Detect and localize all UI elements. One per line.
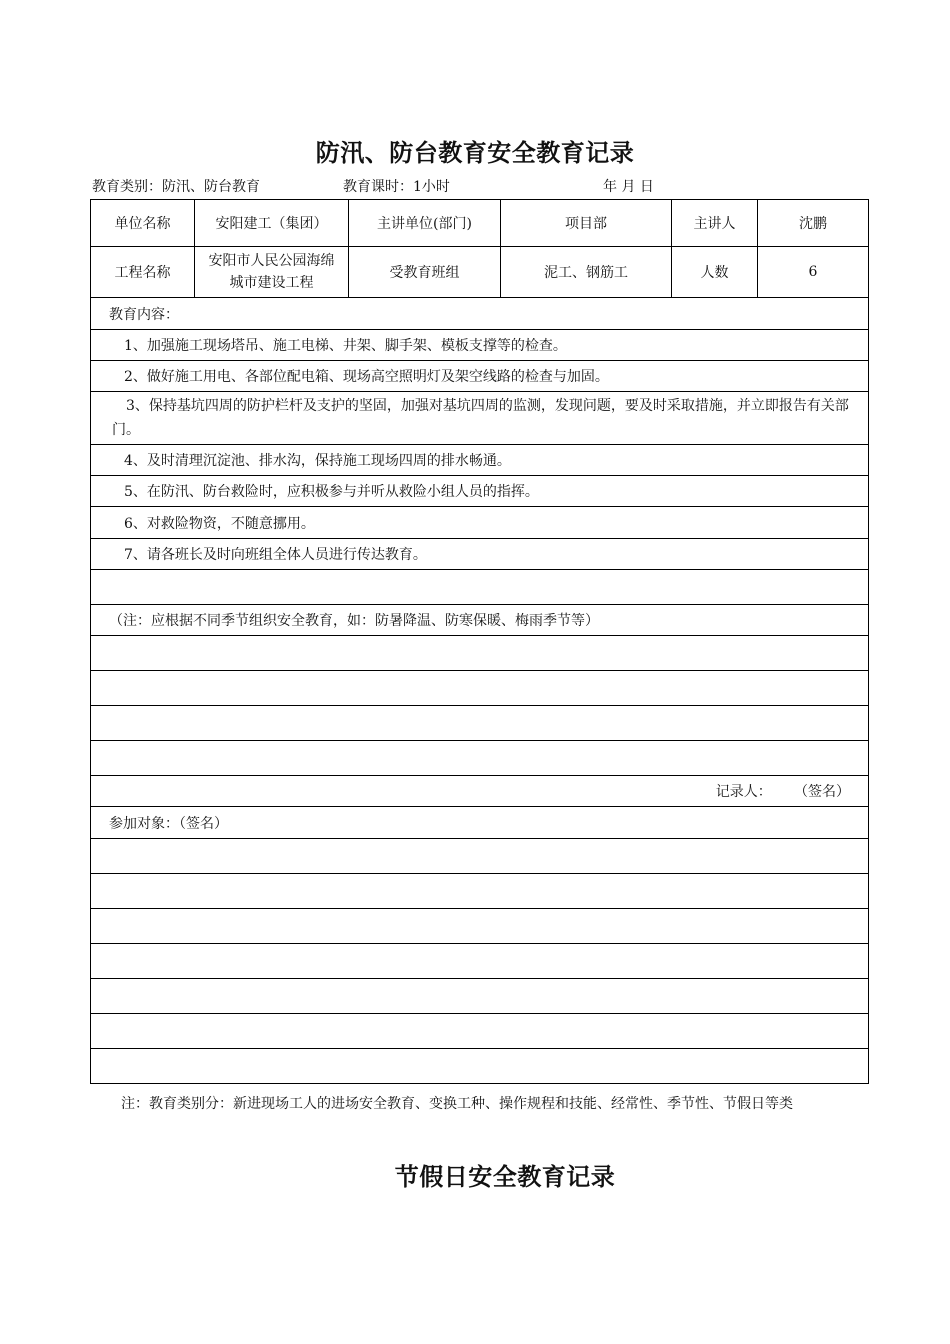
project-name-value xyxy=(195,247,349,298)
content-item-2: 2、做好施工用电、各部位配电箱、现场高空照明灯及架空线路的检查与加固。 xyxy=(91,361,869,392)
lecture-unit-value: 项目部 xyxy=(501,200,672,247)
blank-row xyxy=(91,1014,869,1049)
blank-row xyxy=(91,636,869,671)
blank-row xyxy=(91,706,869,741)
recorder-signature xyxy=(91,776,869,807)
blank-row xyxy=(91,909,869,944)
education-hours: 教育课时：1小时 xyxy=(343,179,450,195)
project-name-line-1: 安阳市人民公园海绵 xyxy=(208,253,335,269)
unit-name-label: 单位名称 xyxy=(91,200,195,247)
blank-row xyxy=(91,1049,869,1084)
team-value: 泥工、钢筋工 xyxy=(501,247,672,298)
lecturer-label: 主讲人 xyxy=(672,200,758,247)
headcount-label: 人数 xyxy=(672,247,758,298)
team-label: 受教育班组 xyxy=(349,247,501,298)
content-item-7: 7、请各班长及时向班组全体人员进行传达教育。 xyxy=(91,539,869,570)
project-name-label: 工程名称 xyxy=(91,247,195,298)
project-name-line-2: 城市建设工程 xyxy=(229,275,314,291)
content-item-1: 1、加强施工现场塔吊、施工电梯、井架、脚手架、模板支撑等的检查。 xyxy=(91,330,869,361)
info-row-1 xyxy=(91,200,869,247)
blank-row xyxy=(91,741,869,776)
content-item-3: 3、保持基坑四周的防护栏杆及支护的坚固，加强对基坑四周的监测，发现问题，要及时采取措施，并立即报告有关部门。 xyxy=(91,392,869,445)
blank-row xyxy=(91,671,869,706)
category-footnote: 注：教育类别分：新进现场工人的进场安全教育、变换工种、操作规程和技能、经常性、季节性、节假日等类 xyxy=(121,1096,793,1112)
content-label: 教育内容： xyxy=(91,298,869,330)
blank-row xyxy=(91,979,869,1014)
info-row-2 xyxy=(91,247,869,298)
blank-row xyxy=(91,839,869,874)
blank-row xyxy=(91,944,869,979)
holiday-record-title: 节假日安全教育记录 xyxy=(394,1163,616,1191)
lecture-unit-label: 主讲单位(部门) xyxy=(349,200,501,247)
education-record-table xyxy=(90,199,869,1084)
document-title: 防汛、防台教育安全教育记录 xyxy=(315,139,635,167)
seasonal-note: （注：应根据不同季节组织安全教育，如：防暑降温、防寒保暖、梅雨季节等） xyxy=(91,605,869,636)
participants-signature: 参加对象：（签名） xyxy=(91,807,869,839)
recorder-signature-text: 记录人： （签名） xyxy=(715,784,850,800)
education-category: 教育类别：防汛、防台教育 xyxy=(92,179,260,195)
record-date: 年 月 日 xyxy=(603,179,654,195)
blank-row xyxy=(91,570,869,605)
content-item-4: 4、及时清理沉淀池、排水沟，保持施工现场四周的排水畅通。 xyxy=(91,445,869,476)
content-item-6: 6、对救险物资，不随意挪用。 xyxy=(91,507,869,539)
blank-row xyxy=(91,874,869,909)
lecturer-value: 沈鹏 xyxy=(758,200,869,247)
headcount-value: 6 xyxy=(758,247,869,298)
content-item-5: 5、在防汛、防台救险时，应积极参与并听从救险小组人员的指挥。 xyxy=(91,476,869,507)
unit-name-value: 安阳建工（集团） xyxy=(195,200,349,247)
